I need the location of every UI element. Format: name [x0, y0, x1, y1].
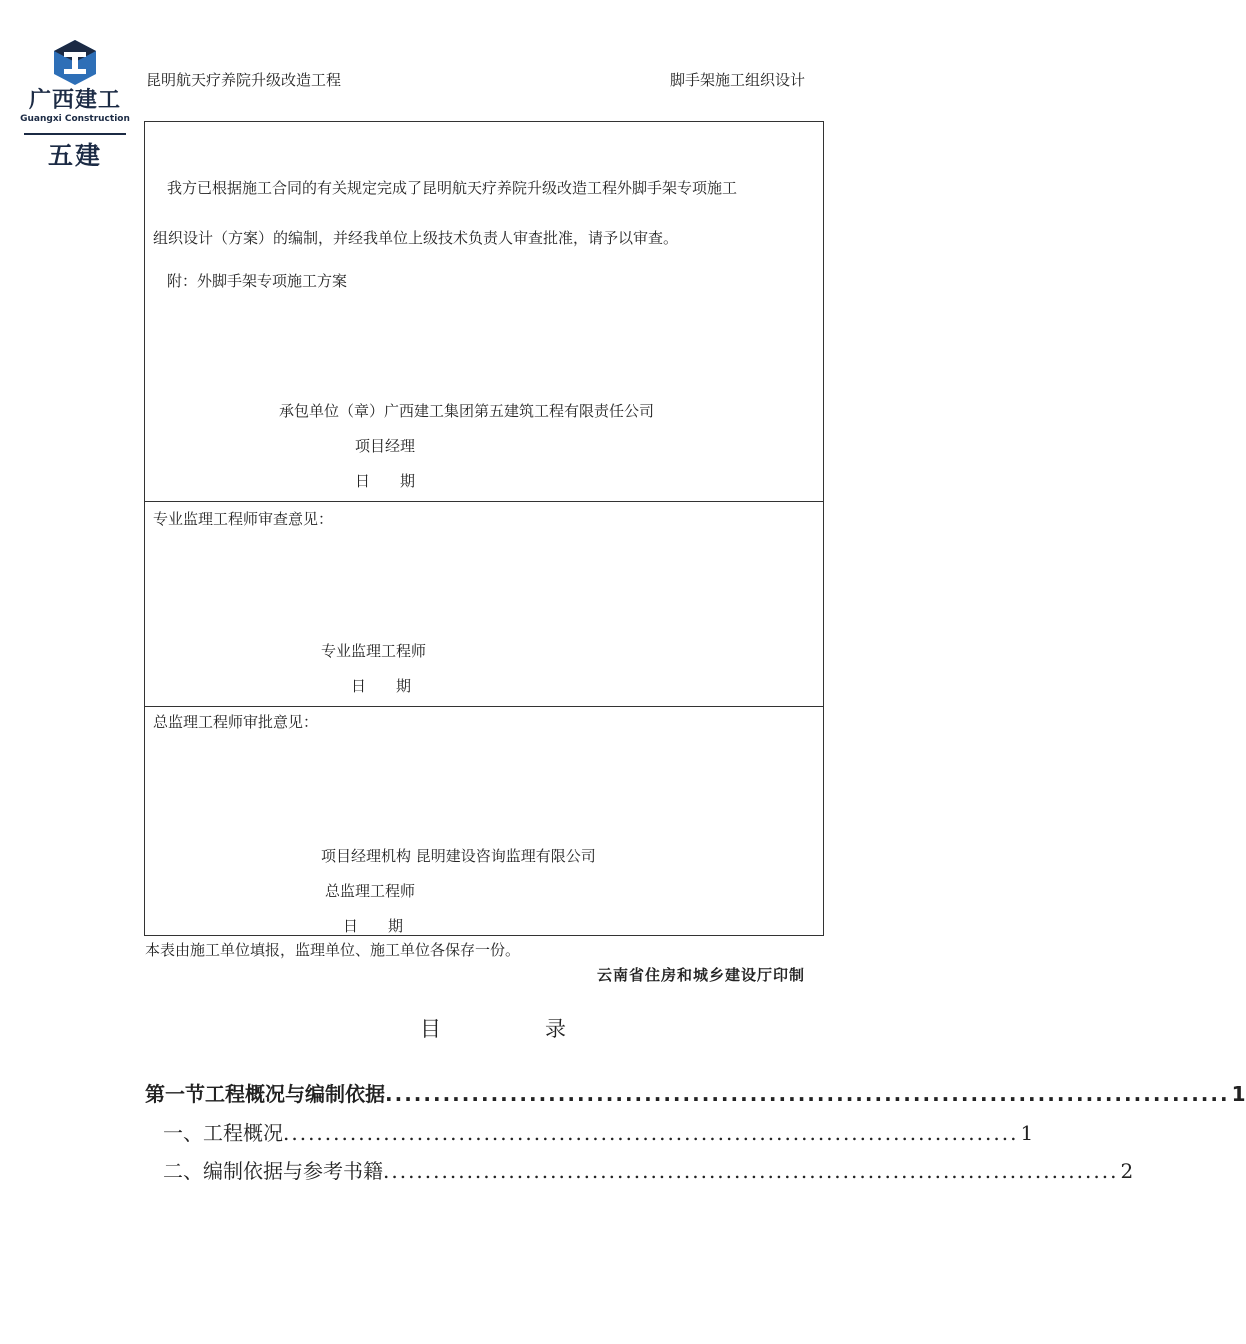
form-footnote: 本表由施工单位填报，监理单位、施工单位各保存一份。 [145, 941, 521, 959]
attachment-line: 附：外脚手架专项施工方案 [167, 272, 348, 290]
submission-text-line2: 组织设计（方案）的编制，并经我单位上级技术负责人审查批准，请予以审查。 [153, 229, 679, 247]
logo-divider [24, 133, 126, 135]
supervisor-engineer-field: 专业监理工程师 [321, 642, 427, 660]
toc-leader-dots: ........................................................................................ [385, 1082, 1230, 1106]
supervisor-date-field: 日 期 [351, 677, 412, 695]
toc-entry-label: 一、工程概况 [163, 1121, 283, 1145]
header-document-name: 脚手架施工组织设计 [669, 71, 805, 89]
company-logo [20, 38, 130, 171]
logo-name-cn: 广西建工 [28, 88, 121, 113]
logo-mark-icon [50, 38, 100, 86]
printer-credit: 云南省住房和城乡建设厅印制 [596, 966, 805, 984]
chief-approval-title: 总监理工程师审批意见： [153, 713, 319, 731]
toc-title-char-b: 录 [545, 1017, 566, 1041]
logo-name-en: Guangxi Construction [20, 114, 130, 124]
supervisor-review-title: 专业监理工程师审查意见： [153, 510, 334, 528]
submission-section [145, 122, 823, 501]
chief-engineer-field: 总监理工程师 [325, 882, 416, 900]
toc-entry[interactable] [145, 1078, 1246, 1107]
project-manager-field: 项目经理 [355, 437, 416, 455]
chief-approval-section [145, 706, 823, 935]
header-project-name: 昆明航天疗养院升级改造工程 [146, 71, 342, 89]
toc-title [420, 1013, 566, 1043]
supervisor-review-section [145, 501, 823, 706]
toc-entry-label: 二、编制依据与参考书籍 [163, 1159, 383, 1183]
logo-sub: 五建 [47, 141, 102, 170]
approval-form-table [144, 121, 824, 936]
submission-date-field: 日 期 [355, 472, 416, 490]
toc-entry-label: 工程概况与编制依据 [205, 1082, 385, 1106]
toc-title-char-a: 目 [420, 1017, 441, 1041]
contractor-signature: 承包单位（章）广西建工集团第五建筑工程有限责任公司 [279, 402, 655, 420]
toc-entry-section: 第一节 [145, 1082, 205, 1106]
toc-entry[interactable] [145, 1117, 1034, 1146]
toc-entry-page: 2 [1120, 1159, 1134, 1183]
toc-entry-page: 1 [1231, 1082, 1246, 1106]
toc-entry-page: 1 [1020, 1121, 1034, 1145]
chief-date-field: 日 期 [343, 917, 404, 935]
toc-entry[interactable] [145, 1155, 1134, 1184]
supervision-org-field: 项目经理机构 昆明建设咨询监理有限公司 [321, 847, 596, 865]
toc-leader-dots: ........................................................................................ [283, 1121, 1019, 1145]
toc-leader-dots: ........................................................................................ [383, 1159, 1119, 1183]
submission-text-line1: 我方已根据施工合同的有关规定完成了昆明航天疗养院升级改造工程外脚手架专项施工 [167, 179, 738, 197]
